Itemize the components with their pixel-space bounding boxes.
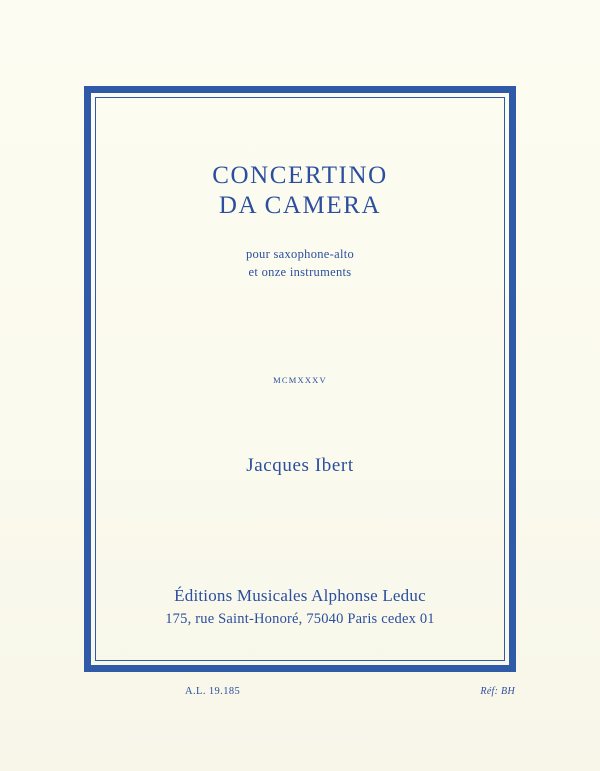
subtitle-block xyxy=(95,245,505,281)
publication-year: MCMXXXV xyxy=(273,375,327,385)
subtitle-line-1: pour saxophone-alto xyxy=(245,247,355,261)
publisher-address: 175, rue Saint-Honoré, 75040 Paris cedex 01 xyxy=(165,611,435,627)
date-block xyxy=(95,375,505,385)
publisher-block xyxy=(95,584,505,630)
footer-row xyxy=(185,686,515,697)
publisher-name: Éditions Musicales Alphonse Leduc xyxy=(174,586,426,605)
composer-block xyxy=(95,455,505,477)
subtitle-line-2: et onze instruments xyxy=(248,265,352,279)
title-line-2: DA CAMERA xyxy=(218,192,382,219)
title-line-1: CONCERTINO xyxy=(212,162,388,189)
composer-name: Jacques Ibert xyxy=(246,455,354,476)
cover-content xyxy=(95,97,505,661)
title-block xyxy=(95,161,505,221)
reference-code: Réf: BH xyxy=(480,686,515,697)
plate-number: A.L. 19.185 xyxy=(185,686,241,697)
